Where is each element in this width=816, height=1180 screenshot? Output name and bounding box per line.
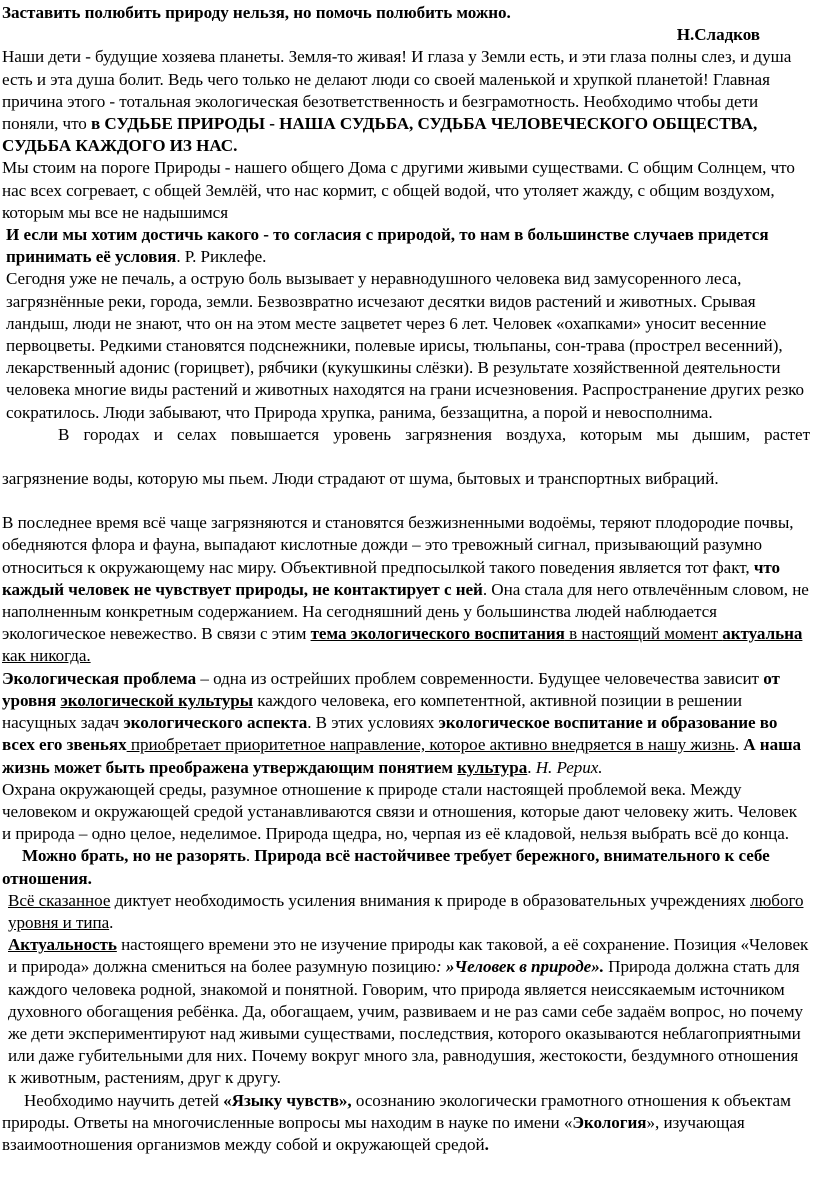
paragraph-home-of-nature: Мы стоим на пороге Природы - нашего общего Дома с другими живыми существами. С общим Солнцем, что нас всех согревает, с общей Землёй, что нас кормит, с общей водой, что утоляет жажду, с общим воздухом, которым мы все не надышимся xyxy=(2,158,795,222)
paragraph-pain: Сегодня уже не печаль, а острую боль вызывает у неравнодушного человека вид замусоренного леса, загрязнённые реки, города, земли. Безвозвратно исчезают десятки видов растений и животных. Срывая ландыш, люди не знают, что он на этом месте зацветет через 6 лет. Человек «охапками» уносит весенние первоцветы. Редкими становятся подснежники, полевые ирисы, тюльпаны, сон-трава (прострел весенний), лекарственный адонис (горицвет), рябчики (кукушкины слёзки). В результате хозяйственной деятельности человека многие виды растений и животных находятся на грани исчезновения. Распространение других резко сократилось. Люди забывают, что Природа хрупка, ранима, беззащитна, а порой и невосполнима. xyxy=(6,269,805,422)
paragraph-intro: Наши дети - будущие хозяева планеты. Земля-то живая! И глаза у Земли есть, и эти глаза полны слез, и душа есть и эта душа болит. Ведь чего только не делают люди со своей маленькой и хрупкой планетой! Главная причина этого - тотальная экологическая безответственность и безграмотность. Необходимо чтобы дети поняли, что в СУДЬБЕ ПРИРОДЫ - НАША СУДЬБА, СУДЬБА ЧЕЛОВЕЧЕСКОГО ОБЩЕСТВА, СУДЬБА КАЖДОГО ИЗ НАС. xyxy=(2,47,792,156)
paragraph-relevance: Актуальность настоящего времени это не изучение природы как таковой, а её сохранение. Позиция «Человек и природа» должна смениться на более разумную позицию: »Человек в природе». Природа должна стать для каждого человека родной, знакомой и понятной. Говорим, что природа является неиссякаемым источником духовного обогащения ребёнка. Да, обогащаем, учим, развиваем и не раз сами себе задаём вопрос, но почему же дети экспериментируют над живыми существами, последствия, которого оказываются неблагоприятными или даже губительными для них. Почему вокруг много зла, равнодушия, жестокости, бездумного отношения к животным, растениям, друг к другу. xyxy=(8,935,809,1088)
paragraph-pollution-line2: загрязнение воды, которую мы пьем. Люди страдают от шума, бытовых и транспортных вибраций. xyxy=(2,469,719,489)
paragraph-all-said: Всё сказанное диктует необходимость усиления внимания к природе в образовательных учреждениях любого уровня и типа. xyxy=(8,890,804,932)
paragraph-reservoirs: В последнее время всё чаще загрязняются и становятся безжизненными водоёмы, теряют плодородие почвы, обедняются флора и фауна, выпадают кислотные дожди – это тревожный сигнал, призывающий разумно относиться к окружающему нас миру. Объективной предпосылкой такого поведения является тот факт, что каждый человек не чувствует природы, не контактирует с ней. Она стала для него отвлечённым словом, не наполненным конкретным содержанием. На сегодняшний день у большинства людей наблюдается экологическое невежество. В связи с этим тема экологического воспитания в настоящий момент актуальна как никогда. xyxy=(2,513,809,666)
quote-riklefe: И если мы хотим достичь какого - то согласия с природой, то нам в большинстве случаев придется принимать её условия. Р. Риклефе. xyxy=(6,225,769,267)
underlined-topic: тема экологического воспитания в настоящий момент актуальна как никогда. xyxy=(2,624,803,666)
paragraph-ecological-problem: Экологическая проблема – одна из острейших проблем современности. Будущее человечества зависит от уровня экологической культуры каждого человека, его компетентной, активной позиции в решении насущных задач экологического аспекта. В этих условиях экологическое воспитание и образование во всех его звеньях приобретает приоритетное направление, которое активно внедряется в нашу жизнь. А наша жизнь может быть преображена утверждающим понятием культура. Н. Рерих. xyxy=(2,668,801,777)
paragraph-pollution-line1: В городах и селах повышается уровень загрязнения воздуха, которым мы дышим, растет xyxy=(58,424,810,444)
epigraph-author: Н.Сладков xyxy=(676,25,760,45)
paragraph-take-not-ruin: Можно брать, но не разорять. Природа всё настойчивее требует бережного, внимательного к себе отношения. xyxy=(2,846,770,888)
paragraph-protection: Охрана окружающей среды, разумное отношение к природе стали настоящей проблемой века. Между человеком и окружающей средой устанавливаются связи и отношения, которые дают человеку жить. Человек и природа – одно целое, неделимое. Природа щедра, но, черпая из её кладовой, нельзя выбрать всё до конца. xyxy=(2,779,797,844)
paragraph-language-of-feelings: Необходимо научить детей «Языку чувств», осознанию экологически грамотного отношения к объектам природы. Ответы на многочисленные вопросы мы находим в науке по имени «Экология», изучающая взаимоотношения организмов между собой и окружающей средой. xyxy=(2,1090,791,1154)
document-title: Заставить полюбить природу нельзя, но помочь полюбить можно. xyxy=(2,3,511,22)
